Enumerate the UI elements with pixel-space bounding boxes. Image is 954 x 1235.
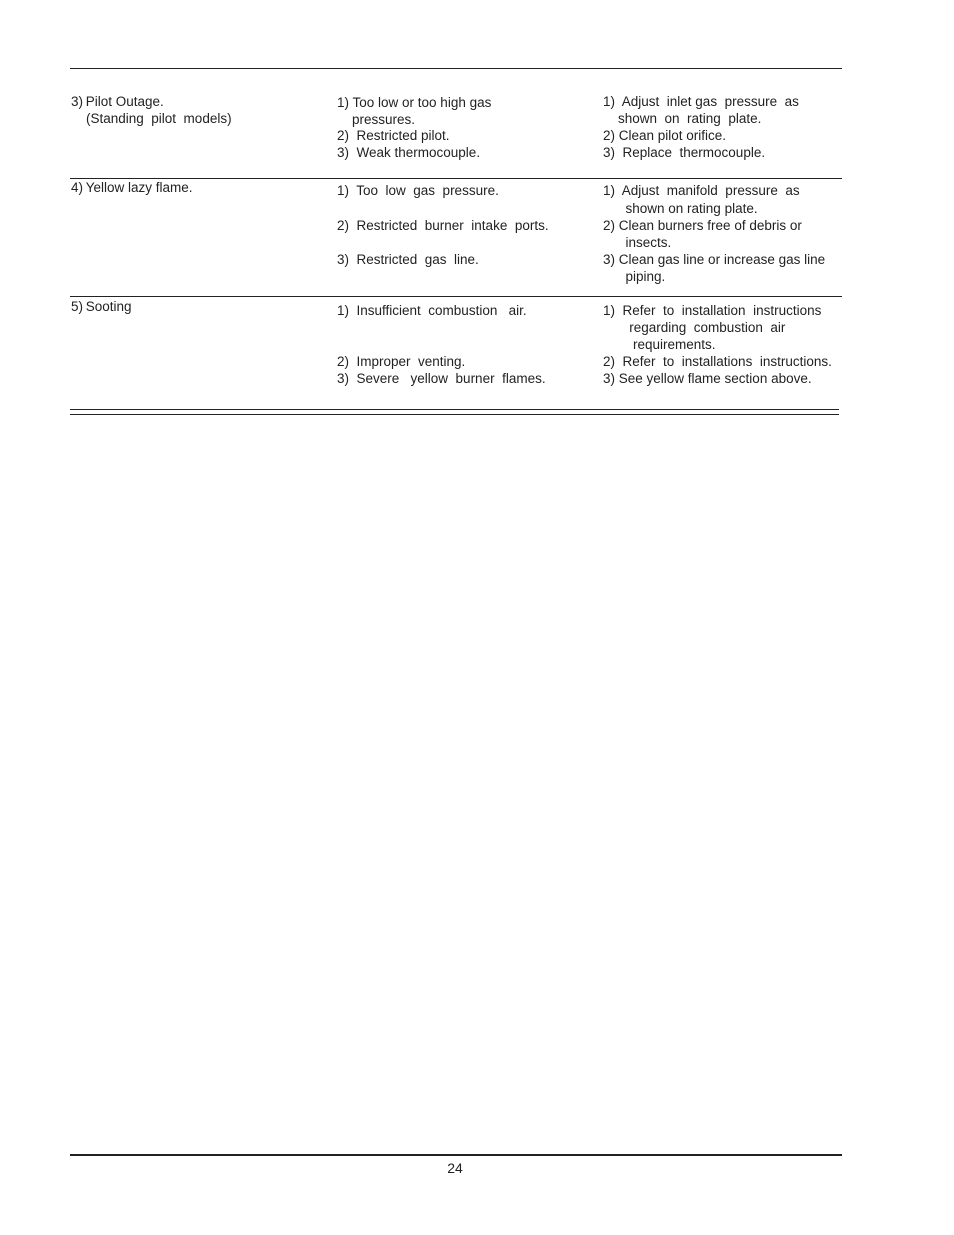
- remedy-text: requirements.: [603, 337, 716, 352]
- remedy-text: 2) Refer to installations instructions.: [603, 354, 832, 369]
- remedy-text: shown on rating plate.: [603, 201, 758, 216]
- table-bottom-rule: [70, 409, 839, 410]
- cause-text: 2) Restricted burner intake ports.: [337, 218, 549, 233]
- problem-text: 3) Pilot Outage.: [71, 94, 164, 109]
- problem-text: (Standing pilot models): [71, 111, 232, 126]
- remedy-text: 1) Adjust manifold pressure as: [603, 183, 800, 198]
- remedy-text: 3) Replace thermocouple.: [603, 145, 766, 160]
- remedy-text: 3) Clean gas line or increase gas line: [603, 252, 826, 267]
- page-number: 24: [447, 1160, 463, 1176]
- footer-rule: [70, 1154, 842, 1156]
- cause-text: 1) Too low or too high gas: [337, 95, 492, 110]
- remedy-text: 2) Clean burners free of debris or: [603, 218, 802, 233]
- remedy-text: shown on rating plate.: [603, 111, 762, 126]
- remedy-text: 1) Adjust inlet gas pressure as: [603, 94, 799, 109]
- remedy-text: piping.: [603, 269, 666, 284]
- remedy-text: 1) Refer to installation instructions: [603, 303, 822, 318]
- cause-text: 2) Improper venting.: [337, 354, 466, 369]
- cause-text: 3) Severe yellow burner flames.: [337, 371, 546, 386]
- cause-text: 1) Too low gas pressure.: [337, 183, 499, 198]
- cause-text: 2) Restricted pilot.: [337, 128, 450, 143]
- remedy-text: 3) See yellow flame section above.: [603, 371, 812, 386]
- row-divider: [70, 296, 842, 297]
- problem-text: 4) Yellow lazy flame.: [71, 180, 193, 195]
- remedy-text: 2) Clean pilot orifice.: [603, 128, 727, 143]
- remedy-text: regarding combustion air: [603, 320, 786, 335]
- table-bottom-rule: [70, 414, 839, 415]
- remedy-text: insects.: [603, 235, 672, 250]
- problem-text: 5) Sooting: [71, 299, 132, 314]
- top-rule: [70, 68, 842, 69]
- cause-text: 1) Insufficient combustion air.: [337, 303, 527, 318]
- cause-text: pressures.: [337, 112, 416, 127]
- cause-text: 3) Restricted gas line.: [337, 252, 479, 267]
- cause-text: 3) Weak thermocouple.: [337, 145, 481, 160]
